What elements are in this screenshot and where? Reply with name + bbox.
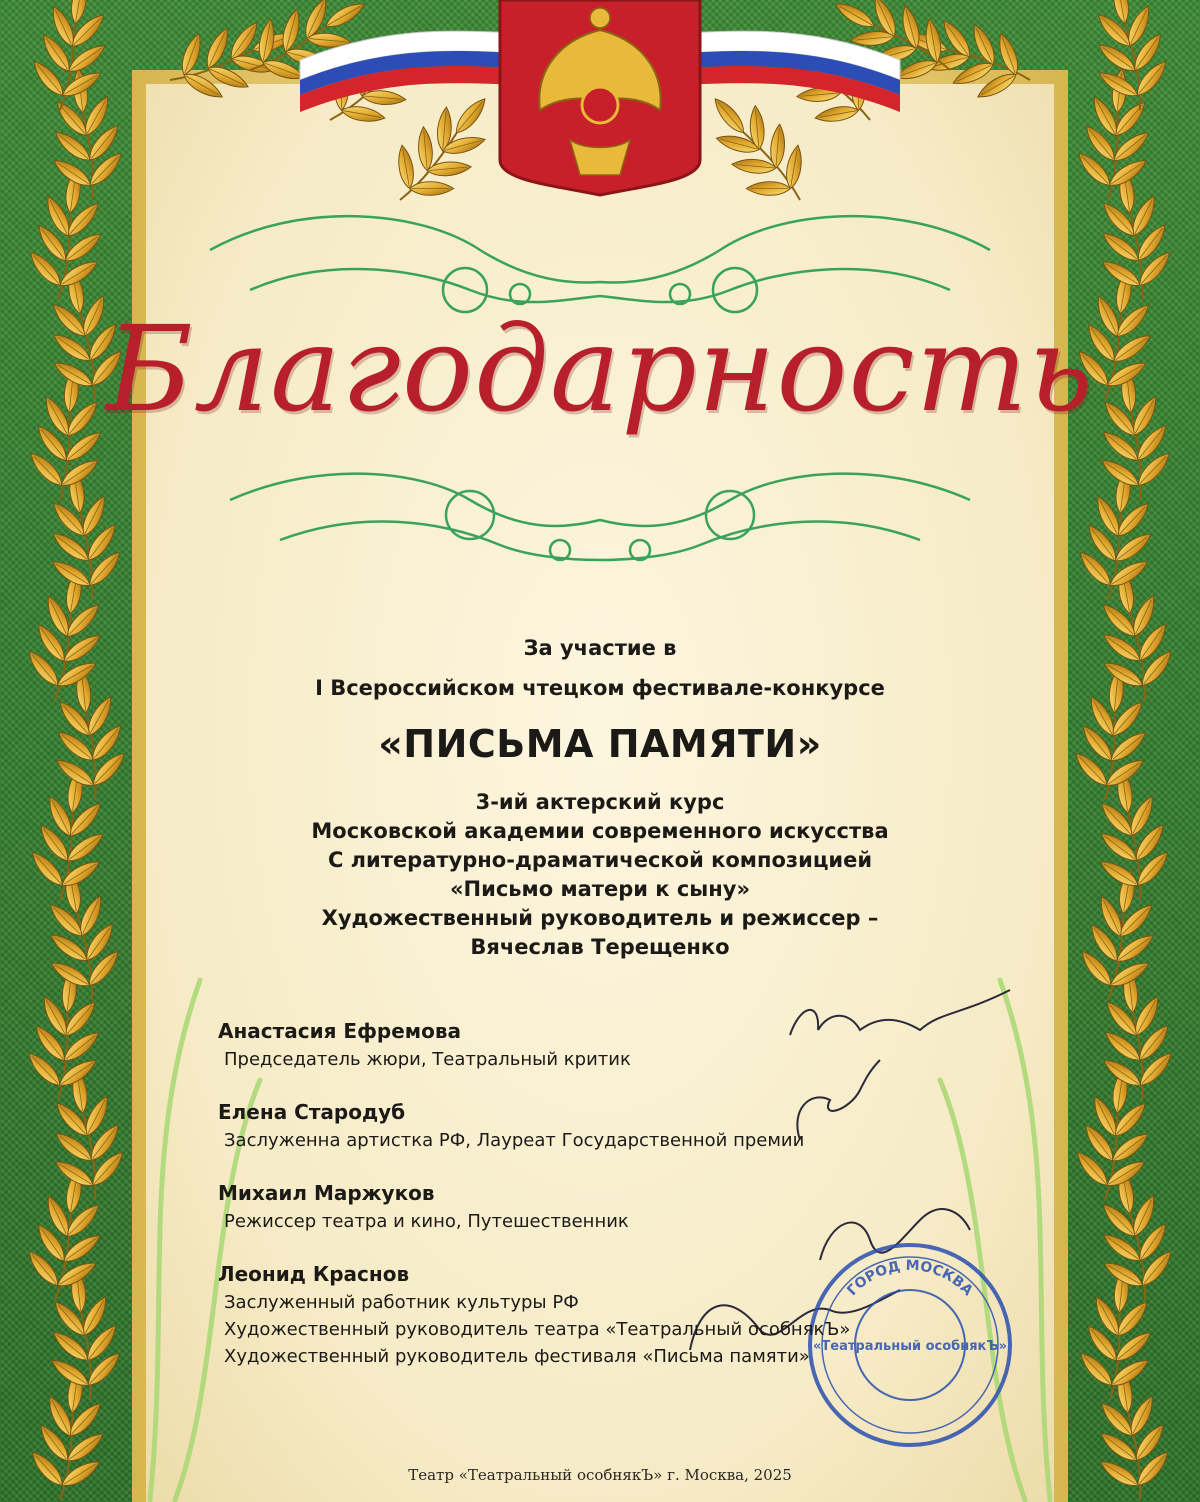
detail-line: «Письмо матери к сыну» — [449, 877, 751, 901]
stamp-center-text: «Театральный особнякЪ» — [813, 1339, 1007, 1354]
jury-member — [218, 1178, 938, 1235]
jury-list — [218, 1016, 938, 1394]
intro-line-1: За участие в — [523, 636, 677, 660]
jury-member-role: Заслуженна артистка РФ, Лауреат Государственной премии — [224, 1130, 805, 1151]
festival-name: «ПИСЬМА ПАМЯТИ» — [378, 722, 822, 766]
detail-line: 3-ий актерский курс — [475, 790, 725, 814]
lower-flourish — [230, 474, 970, 560]
upper-flourish — [210, 216, 990, 312]
intro-line-2: I Всероссийском чтецком фестивале-конкурсе — [315, 676, 885, 700]
jury-member-role: Режиссер театра и кино, Путешественник — [224, 1211, 629, 1232]
jury-member-name: Анастасия Ефремова — [218, 1019, 462, 1043]
jury-member — [218, 1259, 938, 1370]
footer-issuer: Театр «Театральный особнякЪ» г. Москва, 2025 — [408, 1466, 792, 1484]
coat-of-arms — [500, 0, 700, 195]
detail-line: Московской академии современного искусства — [311, 819, 889, 843]
detail-line: С литературно-драматической композицией — [327, 848, 873, 872]
jury-member — [218, 1097, 938, 1154]
jury-member-role: Художественный руководитель театра «Театральный особнякЪ» — [224, 1319, 851, 1340]
detail-line: Художественный руководитель и режиссер – — [321, 906, 879, 930]
left-laurel-border — [18, 0, 133, 1502]
stamp-ring-text: ГОРОД МОСКВА — [844, 1257, 976, 1299]
award-details — [200, 788, 1000, 962]
jury-member — [218, 1016, 938, 1073]
right-laurel-border — [1067, 0, 1182, 1502]
jury-member-name: Леонид Краснов — [218, 1262, 410, 1286]
jury-member-name: Михаил Маржуков — [218, 1181, 435, 1205]
detail-line: Вячеслав Терещенко — [470, 935, 730, 959]
jury-member-name: Елена Стародуб — [218, 1100, 406, 1124]
jury-member-role: Председатель жюри, Театральный критик — [224, 1049, 631, 1070]
certificate-title: Благодарность — [106, 300, 1094, 438]
jury-member-role: Художественный руководитель фестиваля «Письма памяти» — [224, 1346, 810, 1367]
jury-member-role: Заслуженный работник культуры РФ — [224, 1292, 579, 1313]
